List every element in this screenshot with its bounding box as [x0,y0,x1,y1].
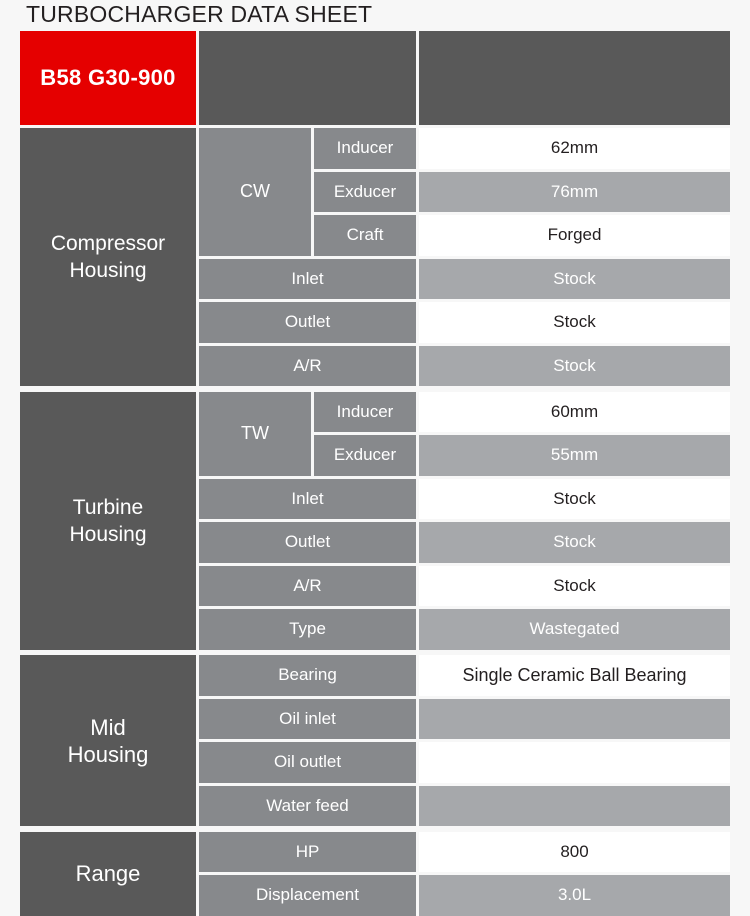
row-value-exducer: 76mm [419,172,730,213]
row-label-outlet: Outlet [199,302,416,343]
group-label-tw: TW [199,392,311,476]
section-label-compressor-housing: Compressor Housing [20,128,196,386]
row-label-inducer: Inducer [314,392,416,433]
row-label-hp: HP [199,832,416,873]
row-value-outlet: Stock [419,522,730,563]
row-value-exducer: 55mm [419,435,730,476]
row-label-a-r: A/R [199,566,416,607]
row-label-exducer: Exducer [314,172,416,213]
row-label-inlet: Inlet [199,479,416,520]
row-label-inducer: Inducer [314,128,416,169]
row-value-hp: 800 [419,832,730,873]
section-label-range: Range [20,832,196,916]
row-label-craft: Craft [314,215,416,256]
row-value-outlet: Stock [419,302,730,343]
row-value-inducer: 60mm [419,392,730,433]
row-label-displacement: Displacement [199,875,416,916]
row-label-water-feed: Water feed [199,786,416,827]
row-value-oil-inlet [419,699,730,740]
group-label-cw: CW [199,128,311,256]
row-label-inlet: Inlet [199,259,416,300]
row-value-oil-outlet [419,742,730,783]
row-value-displacement: 3.0L [419,875,730,916]
row-label-exducer: Exducer [314,435,416,476]
row-value-inducer: 62mm [419,128,730,169]
row-label-oil-inlet: Oil inlet [199,699,416,740]
row-label-bearing: Bearing [199,655,416,696]
page-title: TURBOCHARGER DATA SHEET [26,1,373,27]
row-value-a-r: Stock [419,566,730,607]
row-label-type: Type [199,609,416,650]
row-label-outlet: Outlet [199,522,416,563]
section-label-turbine-housing: Turbine Housing [20,392,196,650]
row-value-craft: Forged [419,215,730,256]
row-value-a-r: Stock [419,346,730,387]
row-label-oil-outlet: Oil outlet [199,742,416,783]
row-label-a-r: A/R [199,346,416,387]
row-value-type: Wastegated [419,609,730,650]
row-value-inlet: Stock [419,479,730,520]
header-block-left [199,31,416,125]
row-value-bearing: Single Ceramic Ball Bearing [419,655,730,696]
header-block-right [419,31,730,125]
row-value-inlet: Stock [419,259,730,300]
model-badge: B58 G30-900 [20,31,196,125]
section-label-mid-housing: Mid Housing [20,655,196,826]
row-value-water-feed [419,786,730,827]
